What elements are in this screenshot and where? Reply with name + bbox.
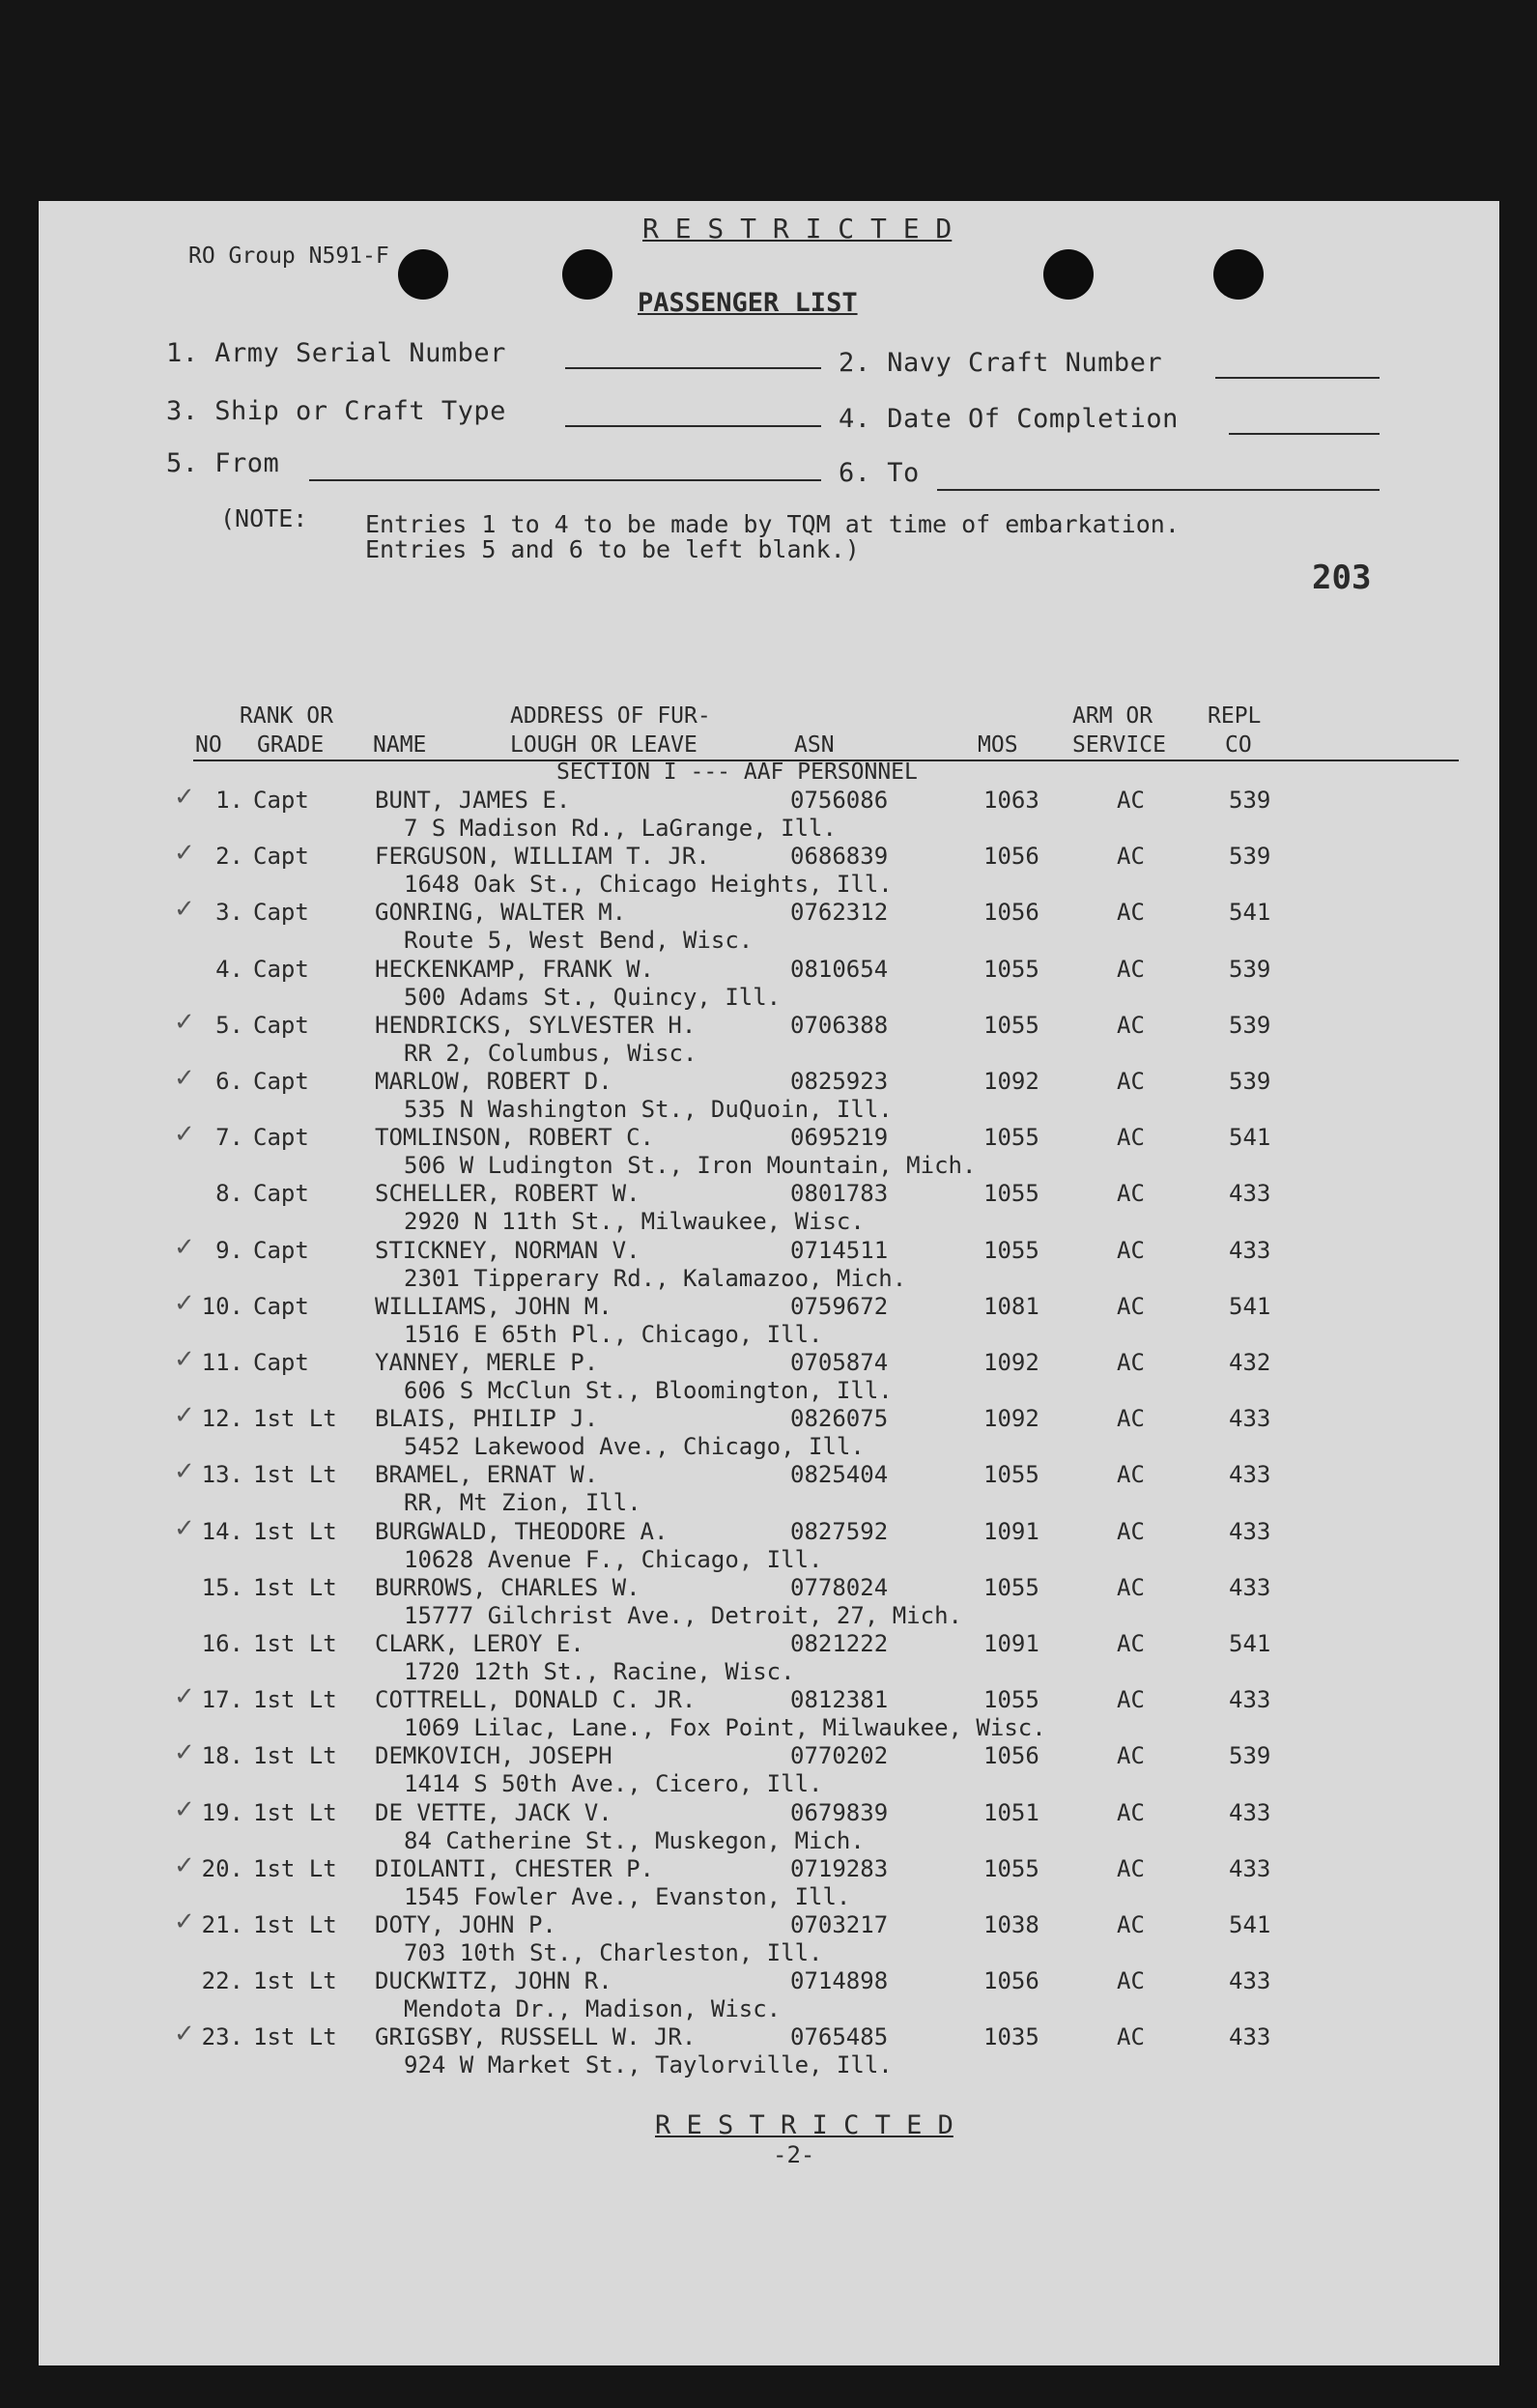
row-address: 506 W Ludington St., Iron Mountain, Mich. xyxy=(404,1152,977,1179)
group-code: RO Group N591-F xyxy=(188,244,389,269)
row-name: DOTY, JOHN P. xyxy=(375,1911,556,1938)
row-arm: AC xyxy=(1117,956,1145,983)
row-number: 18. xyxy=(201,1742,243,1769)
row-mos: 1063 xyxy=(983,787,1039,814)
row-address: 1069 Lilac, Lane., Fox Point, Milwaukee, Wisc. xyxy=(404,1714,1046,1741)
row-arm: AC xyxy=(1117,1742,1145,1769)
row-repl-co: 433 xyxy=(1229,2023,1271,2050)
note-line-1: Entries 1 to 4 to be made by TQM at time of embarkation. xyxy=(365,510,1180,538)
row-grade: 1st Lt xyxy=(253,1630,337,1657)
row-address: 606 S McClun St., Bloomington, Ill. xyxy=(404,1377,893,1404)
row-mos: 1092 xyxy=(983,1405,1039,1432)
col-address-top: ADDRESS OF FUR- xyxy=(510,703,711,729)
row-name: HENDRICKS, SYLVESTER H. xyxy=(375,1012,697,1039)
row-arm: AC xyxy=(1117,1630,1145,1657)
row-mos: 1038 xyxy=(983,1911,1039,1938)
row-arm: AC xyxy=(1117,1967,1145,1994)
page-footer-number: -2- xyxy=(773,2141,815,2168)
row-mos: 1091 xyxy=(983,1630,1039,1657)
row-address: 7 S Madison Rd., LaGrange, Ill. xyxy=(404,815,837,842)
row-asn: 0821222 xyxy=(790,1630,889,1657)
row-asn: 0706388 xyxy=(790,1012,889,1039)
row-arm: AC xyxy=(1117,2023,1145,2050)
row-asn: 0810654 xyxy=(790,956,889,983)
check-mark-icon: ✓ xyxy=(174,1514,195,1543)
row-grade: Capt xyxy=(253,1237,309,1264)
row-number: 8. xyxy=(215,1180,243,1207)
row-asn: 0679839 xyxy=(790,1799,889,1826)
row-number: 11. xyxy=(201,1349,243,1376)
row-arm: AC xyxy=(1117,1405,1145,1432)
row-asn: 0825923 xyxy=(790,1068,889,1095)
row-name: DIOLANTI, CHESTER P. xyxy=(375,1855,654,1882)
row-number: 14. xyxy=(201,1518,243,1545)
row-repl-co: 433 xyxy=(1229,1855,1271,1882)
row-grade: 1st Lt xyxy=(253,1461,337,1488)
field-navy-craft: 2. Navy Craft Number xyxy=(839,348,1163,378)
col-no: NO xyxy=(195,732,222,758)
row-mos: 1091 xyxy=(983,1518,1039,1545)
row-repl-co: 433 xyxy=(1229,1180,1271,1207)
punch-hole xyxy=(1043,249,1094,300)
row-address: 2920 N 11th St., Milwaukee, Wisc. xyxy=(404,1208,865,1235)
row-grade: 1st Lt xyxy=(253,1855,337,1882)
check-mark-icon: ✓ xyxy=(174,1738,195,1767)
row-repl-co: 433 xyxy=(1229,1686,1271,1713)
row-name: GRIGSBY, RUSSELL W. JR. xyxy=(375,2023,697,2050)
row-arm: AC xyxy=(1117,1518,1145,1545)
row-mos: 1055 xyxy=(983,1574,1039,1601)
row-number: 2. xyxy=(215,843,243,870)
row-name: STICKNEY, NORMAN V. xyxy=(375,1237,640,1264)
row-arm: AC xyxy=(1117,1349,1145,1376)
row-mos: 1055 xyxy=(983,1855,1039,1882)
row-number: 4. xyxy=(215,956,243,983)
row-number: 17. xyxy=(201,1686,243,1713)
row-repl-co: 539 xyxy=(1229,843,1271,870)
note-label: (NOTE: xyxy=(220,504,308,532)
row-arm: AC xyxy=(1117,843,1145,870)
row-address: Mendota Dr., Madison, Wisc. xyxy=(404,1995,782,2022)
row-name: BLAIS, PHILIP J. xyxy=(375,1405,599,1432)
row-name: GONRING, WALTER M. xyxy=(375,899,627,926)
row-number: 5. xyxy=(215,1012,243,1039)
row-address: 2301 Tipperary Rd., Kalamazoo, Mich. xyxy=(404,1265,907,1292)
col-mos: MOS xyxy=(978,732,1018,758)
section-title: SECTION I --- AAF PERSONNEL xyxy=(556,760,918,785)
field-ship-type: 3. Ship or Craft Type xyxy=(166,396,506,426)
col-rank-top: RANK OR xyxy=(240,703,333,729)
row-asn: 0770202 xyxy=(790,1742,889,1769)
row-repl-co: 539 xyxy=(1229,1012,1271,1039)
row-arm: AC xyxy=(1117,1012,1145,1039)
check-mark-icon: ✓ xyxy=(174,1008,195,1037)
row-mos: 1055 xyxy=(983,1012,1039,1039)
check-mark-icon: ✓ xyxy=(174,1233,195,1262)
row-grade: 1st Lt xyxy=(253,1518,337,1545)
row-asn: 0765485 xyxy=(790,2023,889,2050)
row-number: 19. xyxy=(201,1799,243,1826)
check-mark-icon: ✓ xyxy=(174,1851,195,1880)
row-arm: AC xyxy=(1117,1574,1145,1601)
row-arm: AC xyxy=(1117,787,1145,814)
row-asn: 0703217 xyxy=(790,1911,889,1938)
row-number: 3. xyxy=(215,899,243,926)
row-number: 7. xyxy=(215,1124,243,1151)
row-mos: 1092 xyxy=(983,1068,1039,1095)
row-number: 13. xyxy=(201,1461,243,1488)
col-repl-top: REPL xyxy=(1208,703,1262,729)
field-line xyxy=(1229,433,1380,435)
row-arm: AC xyxy=(1117,1461,1145,1488)
row-arm: AC xyxy=(1117,1911,1145,1938)
row-grade: Capt xyxy=(253,899,309,926)
row-asn: 0759672 xyxy=(790,1293,889,1320)
row-address: 10628 Avenue F., Chicago, Ill. xyxy=(404,1546,823,1573)
row-number: 10. xyxy=(201,1293,243,1320)
row-address: 500 Adams St., Quincy, Ill. xyxy=(404,984,782,1011)
row-asn: 0812381 xyxy=(790,1686,889,1713)
page-number-stamp: 203 xyxy=(1312,559,1372,597)
row-grade: 1st Lt xyxy=(253,1686,337,1713)
col-arm-top: ARM OR xyxy=(1072,703,1153,729)
row-number: 21. xyxy=(201,1911,243,1938)
row-address: 703 10th St., Charleston, Ill. xyxy=(404,1939,823,1966)
row-mos: 1055 xyxy=(983,1686,1039,1713)
row-grade: Capt xyxy=(253,1124,309,1151)
note-line-2: Entries 5 and 6 to be left blank.) xyxy=(365,535,860,563)
row-asn: 0756086 xyxy=(790,787,889,814)
row-grade: 1st Lt xyxy=(253,2023,337,2050)
row-repl-co: 541 xyxy=(1229,1293,1271,1320)
row-arm: AC xyxy=(1117,1237,1145,1264)
field-line xyxy=(565,425,821,427)
row-name: SCHELLER, ROBERT W. xyxy=(375,1180,640,1207)
row-number: 9. xyxy=(215,1237,243,1264)
row-address: RR 2, Columbus, Wisc. xyxy=(404,1040,697,1067)
row-repl-co: 433 xyxy=(1229,1518,1271,1545)
col-address-bottom: LOUGH OR LEAVE xyxy=(510,732,697,758)
row-address: 84 Catherine St., Muskegon, Mich. xyxy=(404,1827,865,1854)
row-arm: AC xyxy=(1117,1180,1145,1207)
row-address: 1648 Oak St., Chicago Heights, Ill. xyxy=(404,871,893,898)
restricted-footer: R E S T R I C T E D xyxy=(655,2110,954,2140)
row-name: CLARK, LEROY E. xyxy=(375,1630,584,1657)
punch-hole xyxy=(1213,249,1264,300)
check-mark-icon: ✓ xyxy=(174,1907,195,1936)
row-arm: AC xyxy=(1117,1293,1145,1320)
row-repl-co: 541 xyxy=(1229,1630,1271,1657)
row-name: BRAMEL, ERNAT W. xyxy=(375,1461,599,1488)
row-address: 5452 Lakewood Ave., Chicago, Ill. xyxy=(404,1433,865,1460)
check-mark-icon: ✓ xyxy=(174,1289,195,1318)
row-name: DE VETTE, JACK V. xyxy=(375,1799,612,1826)
row-mos: 1055 xyxy=(983,1237,1039,1264)
row-asn: 0827592 xyxy=(790,1518,889,1545)
col-name: NAME xyxy=(373,732,427,758)
row-address: 1414 S 50th Ave., Cicero, Ill. xyxy=(404,1770,823,1797)
row-repl-co: 432 xyxy=(1229,1349,1271,1376)
row-repl-co: 433 xyxy=(1229,1237,1271,1264)
row-asn: 0762312 xyxy=(790,899,889,926)
row-arm: AC xyxy=(1117,1855,1145,1882)
row-mos: 1092 xyxy=(983,1349,1039,1376)
col-repl-bottom: CO xyxy=(1225,732,1252,758)
row-asn: 0719283 xyxy=(790,1855,889,1882)
field-to: 6. To xyxy=(839,458,920,488)
col-arm-bottom: SERVICE xyxy=(1072,732,1166,758)
row-name: COTTRELL, DONALD C. JR. xyxy=(375,1686,697,1713)
check-mark-icon: ✓ xyxy=(174,783,195,812)
row-grade: Capt xyxy=(253,1349,309,1376)
row-mos: 1056 xyxy=(983,843,1039,870)
row-address: RR, Mt Zion, Ill. xyxy=(404,1489,641,1516)
field-line xyxy=(565,367,821,369)
check-mark-icon: ✓ xyxy=(174,895,195,924)
row-mos: 1055 xyxy=(983,956,1039,983)
row-number: 20. xyxy=(201,1855,243,1882)
row-grade: 1st Lt xyxy=(253,1911,337,1938)
restricted-header: R E S T R I C T E D xyxy=(642,213,953,244)
check-mark-icon: ✓ xyxy=(174,1064,195,1093)
row-name: BUNT, JAMES E. xyxy=(375,787,571,814)
row-address: 1720 12th St., Racine, Wisc. xyxy=(404,1658,795,1685)
field-army-serial: 1. Army Serial Number xyxy=(166,338,506,368)
row-number: 1. xyxy=(215,787,243,814)
row-asn: 0825404 xyxy=(790,1461,889,1488)
row-grade: Capt xyxy=(253,1012,309,1039)
row-mos: 1051 xyxy=(983,1799,1039,1826)
row-grade: Capt xyxy=(253,787,309,814)
row-name: DUCKWITZ, JOHN R. xyxy=(375,1967,612,1994)
row-name: TOMLINSON, ROBERT C. xyxy=(375,1124,654,1151)
row-arm: AC xyxy=(1117,1686,1145,1713)
punch-hole xyxy=(398,249,448,300)
row-repl-co: 539 xyxy=(1229,787,1271,814)
row-mos: 1055 xyxy=(983,1124,1039,1151)
row-asn: 0826075 xyxy=(790,1405,889,1432)
row-grade: Capt xyxy=(253,1180,309,1207)
row-number: 23. xyxy=(201,2023,243,2050)
punch-hole xyxy=(562,249,612,300)
row-mos: 1055 xyxy=(983,1461,1039,1488)
row-asn: 0801783 xyxy=(790,1180,889,1207)
row-grade: 1st Lt xyxy=(253,1967,337,1994)
row-name: WILLIAMS, JOHN M. xyxy=(375,1293,612,1320)
field-line xyxy=(309,479,821,481)
check-mark-icon: ✓ xyxy=(174,1457,195,1486)
row-address: 924 W Market St., Taylorville, Ill. xyxy=(404,2051,893,2078)
row-repl-co: 433 xyxy=(1229,1461,1271,1488)
row-arm: AC xyxy=(1117,1799,1145,1826)
row-mos: 1081 xyxy=(983,1293,1039,1320)
document-page xyxy=(39,201,1499,2365)
row-name: MARLOW, ROBERT D. xyxy=(375,1068,612,1095)
row-grade: 1st Lt xyxy=(253,1742,337,1769)
row-grade: Capt xyxy=(253,1293,309,1320)
row-name: BURGWALD, THEODORE A. xyxy=(375,1518,669,1545)
row-address: 15777 Gilchrist Ave., Detroit, 27, Mich. xyxy=(404,1602,962,1629)
row-grade: 1st Lt xyxy=(253,1799,337,1826)
row-number: 6. xyxy=(215,1068,243,1095)
row-name: HECKENKAMP, FRANK W. xyxy=(375,956,654,983)
row-mos: 1056 xyxy=(983,1967,1039,1994)
row-mos: 1056 xyxy=(983,1742,1039,1769)
check-mark-icon: ✓ xyxy=(174,1345,195,1374)
row-address: 1545 Fowler Ave., Evanston, Ill. xyxy=(404,1883,851,1910)
row-repl-co: 433 xyxy=(1229,1405,1271,1432)
row-arm: AC xyxy=(1117,1124,1145,1151)
row-asn: 0778024 xyxy=(790,1574,889,1601)
check-mark-icon: ✓ xyxy=(174,1795,195,1824)
page-title: PASSENGER LIST xyxy=(638,288,858,318)
row-repl-co: 541 xyxy=(1229,1911,1271,1938)
row-repl-co: 433 xyxy=(1229,1967,1271,1994)
check-mark-icon: ✓ xyxy=(174,2020,195,2049)
row-repl-co: 541 xyxy=(1229,1124,1271,1151)
row-grade: Capt xyxy=(253,956,309,983)
check-mark-icon: ✓ xyxy=(174,1120,195,1149)
row-repl-co: 433 xyxy=(1229,1574,1271,1601)
row-name: YANNEY, MERLE P. xyxy=(375,1349,599,1376)
row-mos: 1055 xyxy=(983,1180,1039,1207)
row-address: 535 N Washington St., DuQuoin, Ill. xyxy=(404,1096,893,1123)
row-address: Route 5, West Bend, Wisc. xyxy=(404,927,754,954)
col-asn: ASN xyxy=(794,732,835,758)
row-number: 22. xyxy=(201,1967,243,1994)
row-mos: 1035 xyxy=(983,2023,1039,2050)
field-from: 5. From xyxy=(166,448,280,478)
row-number: 12. xyxy=(201,1405,243,1432)
field-line xyxy=(1215,377,1380,379)
row-name: DEMKOVICH, JOSEPH xyxy=(375,1742,612,1769)
row-repl-co: 539 xyxy=(1229,1742,1271,1769)
row-name: BURROWS, CHARLES W. xyxy=(375,1574,640,1601)
field-date-completion: 4. Date Of Completion xyxy=(839,404,1179,434)
check-mark-icon: ✓ xyxy=(174,1401,195,1430)
row-grade: 1st Lt xyxy=(253,1405,337,1432)
row-asn: 0705874 xyxy=(790,1349,889,1376)
row-grade: Capt xyxy=(253,1068,309,1095)
row-repl-co: 433 xyxy=(1229,1799,1271,1826)
row-arm: AC xyxy=(1117,899,1145,926)
row-repl-co: 539 xyxy=(1229,956,1271,983)
row-arm: AC xyxy=(1117,1068,1145,1095)
row-repl-co: 539 xyxy=(1229,1068,1271,1095)
check-mark-icon: ✓ xyxy=(174,1682,195,1711)
row-name: FERGUSON, WILLIAM T. JR. xyxy=(375,843,710,870)
row-number: 16. xyxy=(201,1630,243,1657)
row-asn: 0714511 xyxy=(790,1237,889,1264)
row-asn: 0714898 xyxy=(790,1967,889,1994)
row-address: 1516 E 65th Pl., Chicago, Ill. xyxy=(404,1321,823,1348)
col-grade: GRADE xyxy=(257,732,325,758)
row-asn: 0695219 xyxy=(790,1124,889,1151)
row-mos: 1056 xyxy=(983,899,1039,926)
row-grade: 1st Lt xyxy=(253,1574,337,1601)
field-line xyxy=(937,489,1380,491)
row-number: 15. xyxy=(201,1574,243,1601)
row-grade: Capt xyxy=(253,843,309,870)
check-mark-icon: ✓ xyxy=(174,839,195,868)
row-asn: 0686839 xyxy=(790,843,889,870)
row-repl-co: 541 xyxy=(1229,899,1271,926)
